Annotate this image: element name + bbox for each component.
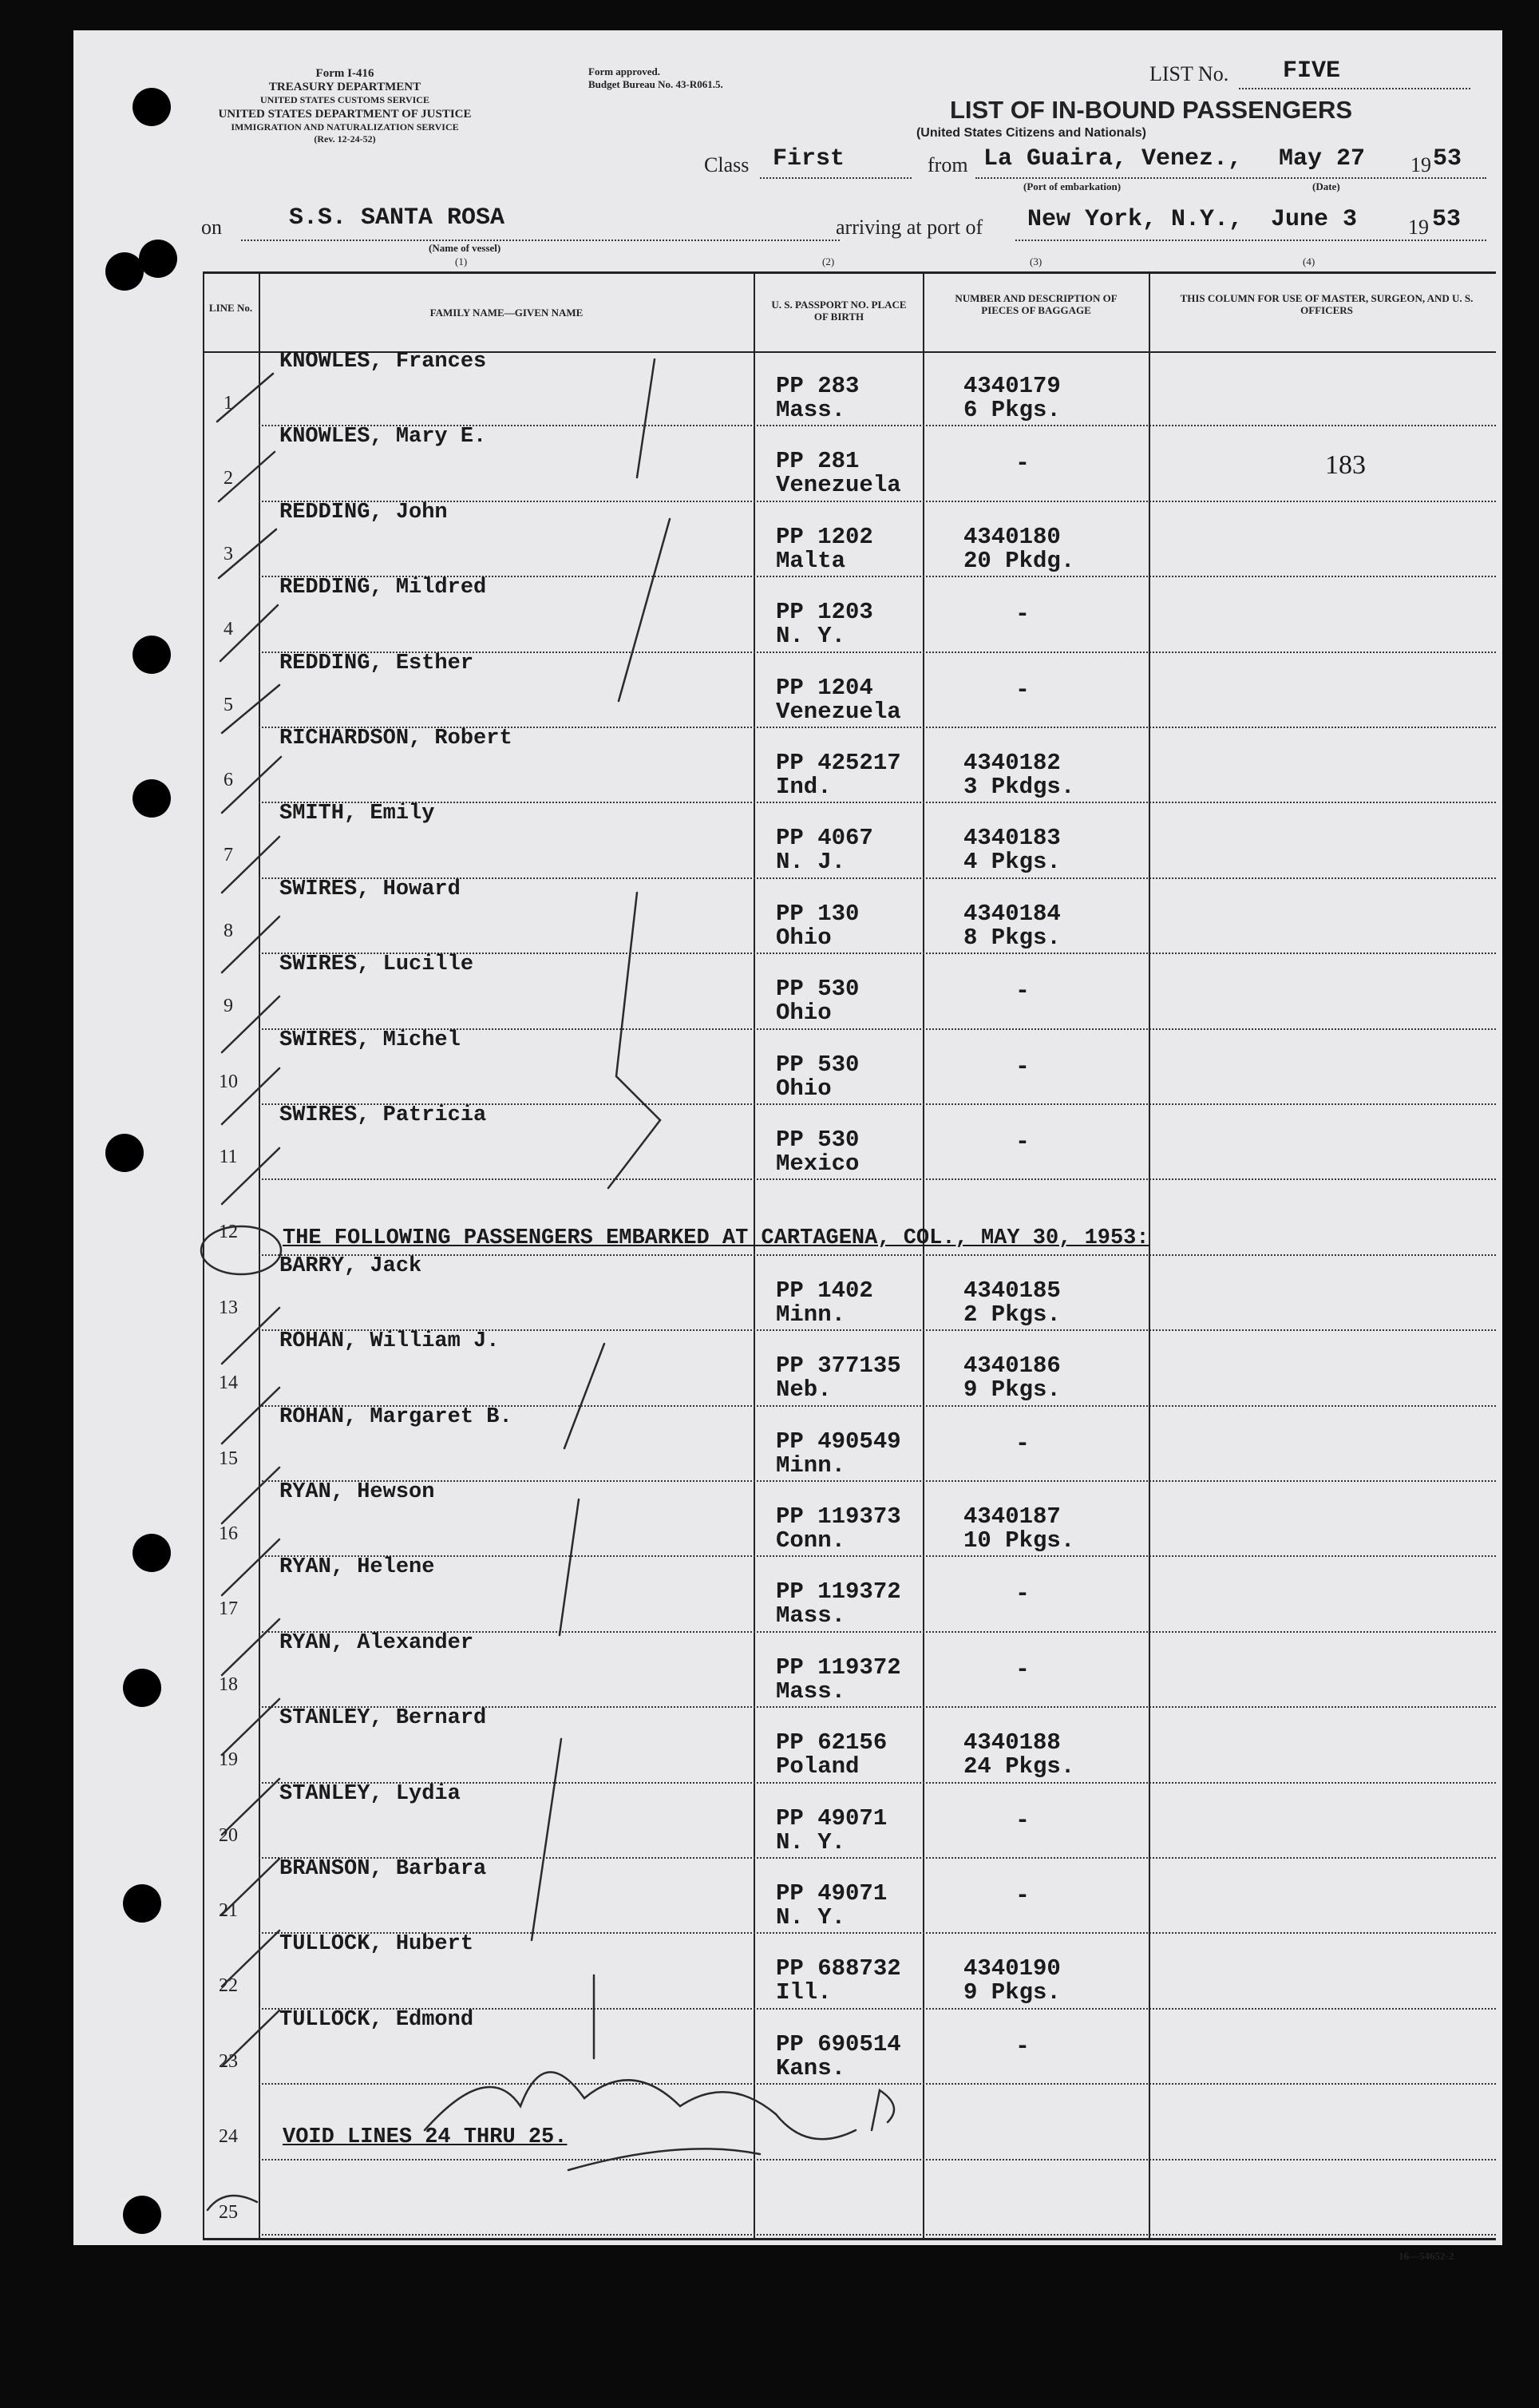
passport-number: PP 49071 [776,1804,888,1832]
line-number: 16 [219,1523,238,1544]
passenger-name: SWIRES, Lucille [279,953,474,977]
passport-number: PP 530 [776,1051,860,1078]
line-number: 6 [224,770,233,790]
arrival-year: 53 [1432,206,1462,233]
place-of-birth: N. Y. [776,1828,846,1856]
passenger-name: BRANSON, Barbara [279,1857,487,1881]
passenger-name: ROHAN, William J. [279,1329,500,1354]
caption-1: (1) [455,255,468,267]
table-left-border [203,271,204,2238]
passenger-name: RYAN, Helene [279,1555,435,1580]
arrival-date: June 3 [1271,206,1358,233]
place-of-birth: Malta [776,547,846,574]
line-number: 12 [219,1222,238,1243]
passenger-name: RYAN, Hewson [279,1480,435,1504]
treasury-department: TREASURY DEPARTMENT [268,81,421,93]
line-number: 15 [219,1448,238,1469]
line-number: 1 [224,393,233,414]
baggage-none: - [1015,1053,1031,1081]
passenger-name: REDDING, Esther [279,651,474,675]
line-number: 5 [224,694,233,715]
row-rule [259,1555,1496,1557]
place-of-birth: Minn. [776,1301,846,1328]
passport-number: PP 1204 [776,674,873,701]
officer-note: 183 [1325,450,1366,480]
on-label: on [201,216,222,239]
place-of-birth: N. Y. [776,1904,846,1931]
line-number: 18 [219,1673,238,1695]
place-of-birth: Ind. [776,774,832,800]
from-rule [975,177,1486,179]
place-of-birth: N. J. [776,849,846,876]
class-rule [760,177,912,179]
passport-number: PP 119372 [776,1654,901,1681]
passport-number: PP 425217 [776,750,901,776]
line-number: 3 [224,543,233,564]
baggage-pieces: 20 Pkdg. [963,547,1075,574]
arriving-label: arriving at port of [836,216,983,239]
place-of-birth: N. Y. [776,623,846,650]
line-number: 23 [219,2050,238,2072]
baggage-none: - [1015,450,1031,478]
col-header-name: FAMILY NAME—GIVEN NAME [429,307,584,319]
place-of-birth: Venezuela [776,472,901,499]
row-rule [259,802,1496,803]
passenger-name: STANLEY, Bernard [279,1706,487,1731]
passenger-name: SWIRES, Patricia [279,1103,487,1127]
passport-number: PP 530 [776,976,860,1003]
line-number: 2 [224,468,233,489]
baggage-pieces: 3 Pkdgs. [963,774,1075,800]
punch-hole [123,1669,161,1707]
class-label: Class [704,153,750,176]
passenger-name: SMITH, Emily [279,802,435,826]
from-year: 53 [1433,145,1462,172]
passport-number: PP 690514 [776,2030,901,2057]
passenger-name: TULLOCK, Edmond [279,2007,474,2032]
baggage-pieces: 8 Pkgs. [963,924,1061,951]
row-rule [259,1480,1496,1482]
line-number: 19 [219,1749,238,1771]
punch-hole [133,779,171,818]
punch-hole [123,1884,161,1923]
place-of-birth: Conn. [776,1527,846,1554]
baggage-number: 4340183 [963,825,1061,852]
page-title: LIST OF IN-BOUND PASSENGERS [949,96,1353,124]
manifest-page [73,30,1502,2262]
passport-number: PP 688732 [776,1955,901,1982]
passenger-name: REDDING, Mildred [279,576,487,600]
place-of-birth: Kans. [776,2054,846,2081]
passport-number: PP 119373 [776,1503,901,1530]
line-number: 4 [224,619,233,640]
baggage-none: - [1015,1430,1031,1458]
line-number: 21 [219,1900,238,1921]
col-header-line-no: LINE No. [208,302,253,314]
baggage-pieces: 24 Pkgs. [963,1753,1075,1780]
table-top-border [203,271,1496,274]
baggage-none: - [1015,601,1031,629]
place-of-birth: Ohio [776,924,832,951]
cartagena-note: THE FOLLOWING PASSENGERS EMBARKED AT CARTAGENA, COL., MAY 30, 1953: [283,1226,1149,1250]
baggage-number: 4340186 [963,1353,1061,1380]
row-rule [259,1254,1496,1256]
punch-hole [133,1534,171,1572]
place-of-birth: Neb. [776,1376,832,1404]
port-embark-caption: (Port of embarkation) [1023,180,1122,192]
punch-hole [133,636,171,674]
baggage-number: 4340185 [963,1277,1061,1304]
line-number: 7 [224,845,233,866]
line-number: 17 [219,1598,238,1620]
baggage-number: 4340190 [963,1955,1061,1982]
from-year-prefix: 19 [1410,153,1431,176]
from-label: from [928,153,968,176]
baggage-pieces: 10 Pkgs. [963,1527,1075,1554]
punch-hole [139,240,177,278]
from-port: La Guaira, Venez., [983,145,1243,172]
row-rule [259,2234,1496,2236]
place-of-birth: Venezuela [776,698,901,725]
place-of-birth: Minn. [776,1452,846,1479]
baggage-none: - [1015,978,1031,1006]
passenger-name: KNOWLES, Mary E. [279,425,487,450]
baggage-pieces: 4 Pkgs. [963,849,1061,876]
list-no-rule [1239,88,1470,89]
line-number: 14 [219,1372,238,1394]
place-of-birth: Mexico [776,1151,860,1177]
vessel-name: S.S. SANTA ROSA [289,204,505,232]
void-note: VOID LINES 24 THRU 25. [283,2125,568,2149]
passport-number: PP 1203 [776,599,873,626]
passenger-name: KNOWLES, Frances [279,350,487,374]
baggage-number: 4340179 [963,373,1061,399]
baggage-none: - [1015,1129,1031,1156]
passenger-name: STANLEY, Lydia [279,1781,461,1806]
baggage-number: 4340180 [963,523,1061,550]
passenger-name: RYAN, Alexander [279,1630,474,1655]
passport-number: PP 119372 [776,1578,901,1606]
budget-bureau: Budget Bureau No. 43-R061.5. [588,78,723,90]
passport-number: PP 283 [776,373,860,399]
line-number: 8 [224,920,233,941]
punch-hole [105,1134,144,1172]
baggage-pieces: 9 Pkgs. [963,1376,1061,1404]
class-value: First [773,145,845,172]
ins: IMMIGRATION AND NATURALIZATION SERVICE [231,121,459,133]
form-number: Form I-416 [315,67,374,80]
passport-number: PP 377135 [776,1353,901,1380]
line-number: 22 [219,1975,238,1997]
caption-2: (2) [822,255,835,267]
baggage-none: - [1015,1581,1031,1609]
passenger-name: RICHARDSON, Robert [279,727,512,751]
list-no-value: FIVE [1283,57,1341,85]
form-approved: Form approved. [588,65,661,77]
place-of-birth: Mass. [776,397,846,423]
revision: (Rev. 12-24-52) [314,133,376,145]
row-rule [259,2083,1496,2085]
caption-4: (4) [1303,255,1315,267]
baggage-none: - [1015,1656,1031,1684]
date-caption: (Date) [1312,180,1340,192]
baggage-number: 4340182 [963,750,1061,776]
customs-service: UNITED STATES CUSTOMS SERVICE [260,94,429,105]
punch-hole [105,252,144,291]
passport-number: PP 1402 [776,1277,873,1304]
line-number: 13 [219,1297,238,1318]
baggage-none: - [1015,1807,1031,1835]
header-agency-block [193,67,497,145]
passenger-name: BARRY, Jack [279,1254,422,1278]
passport-number: PP 130 [776,900,860,927]
punch-hole [133,88,171,126]
justice-department: UNITED STATES DEPARTMENT OF JUSTICE [218,108,472,121]
from-date: May 27 [1279,145,1366,172]
col-header-baggage: NUMBER AND DESCRIPTION OF PIECES OF BAGGAGE [955,292,1118,316]
passenger-name: REDDING, John [279,500,448,525]
passenger-name: ROHAN, Margaret B. [279,1404,512,1429]
place-of-birth: Poland [776,1753,860,1780]
footer-code: 16—54652-2 [1399,2250,1454,2262]
vessel-rule [241,240,840,241]
baggage-number: 4340187 [963,1503,1061,1530]
passport-number: PP 49071 [776,1880,888,1907]
passport-number: PP 530 [776,1127,860,1153]
baggage-none: - [1015,1883,1031,1910]
row-rule [259,2159,1496,2160]
line-number: 10 [219,1071,238,1092]
passport-number: PP 281 [776,448,860,475]
punch-hole [123,2196,161,2234]
passport-number: PP 1202 [776,523,873,550]
baggage-pieces: 9 Pkgs. [963,1979,1061,2006]
caption-3: (3) [1030,255,1042,267]
passport-number: PP 4067 [776,825,873,852]
baggage-number: 4340184 [963,900,1061,927]
arrival-port: New York, N.Y., [1027,206,1244,233]
passport-number: PP 62156 [776,1729,888,1756]
baggage-pieces: 6 Pkgs. [963,397,1061,423]
arrival-rule [1015,240,1486,241]
col-header-officers: THIS COLUMN FOR USE OF MASTER, SURGEON, AND U. S. OFFICERS [1180,292,1474,316]
page-subtitle: (United States Citizens and Nationals) [916,126,1147,140]
line-number: 24 [219,2126,238,2148]
place-of-birth: Mass. [776,1677,846,1705]
baggage-none: - [1015,2033,1031,2061]
arrival-year-prefix: 19 [1408,216,1429,239]
passenger-name: SWIRES, Howard [279,877,461,901]
place-of-birth: Mass. [776,1602,846,1630]
line-number: 25 [219,2201,238,2223]
passenger-name: SWIRES, Michel [279,1028,461,1052]
row-rule [259,1178,1496,1180]
line-number: 9 [224,996,233,1017]
list-no-label: LIST No. [1149,62,1229,85]
baggage-none: - [1015,676,1031,704]
table-bottom-border [203,2238,1496,2240]
passport-number: PP 490549 [776,1428,901,1455]
baggage-pieces: 2 Pkgs. [963,1301,1061,1328]
vessel-caption: (Name of vessel) [429,242,501,254]
col-header-passport: U. S. PASSPORT NO. PLACE OF BIRTH [771,299,907,323]
passenger-name: TULLOCK, Hubert [279,1932,474,1957]
place-of-birth: Ill. [776,1979,832,2006]
place-of-birth: Ohio [776,1000,832,1027]
line-number: 11 [219,1147,238,1167]
place-of-birth: Ohio [776,1075,832,1102]
baggage-number: 4340188 [963,1729,1061,1756]
line-number: 20 [219,1824,238,1846]
